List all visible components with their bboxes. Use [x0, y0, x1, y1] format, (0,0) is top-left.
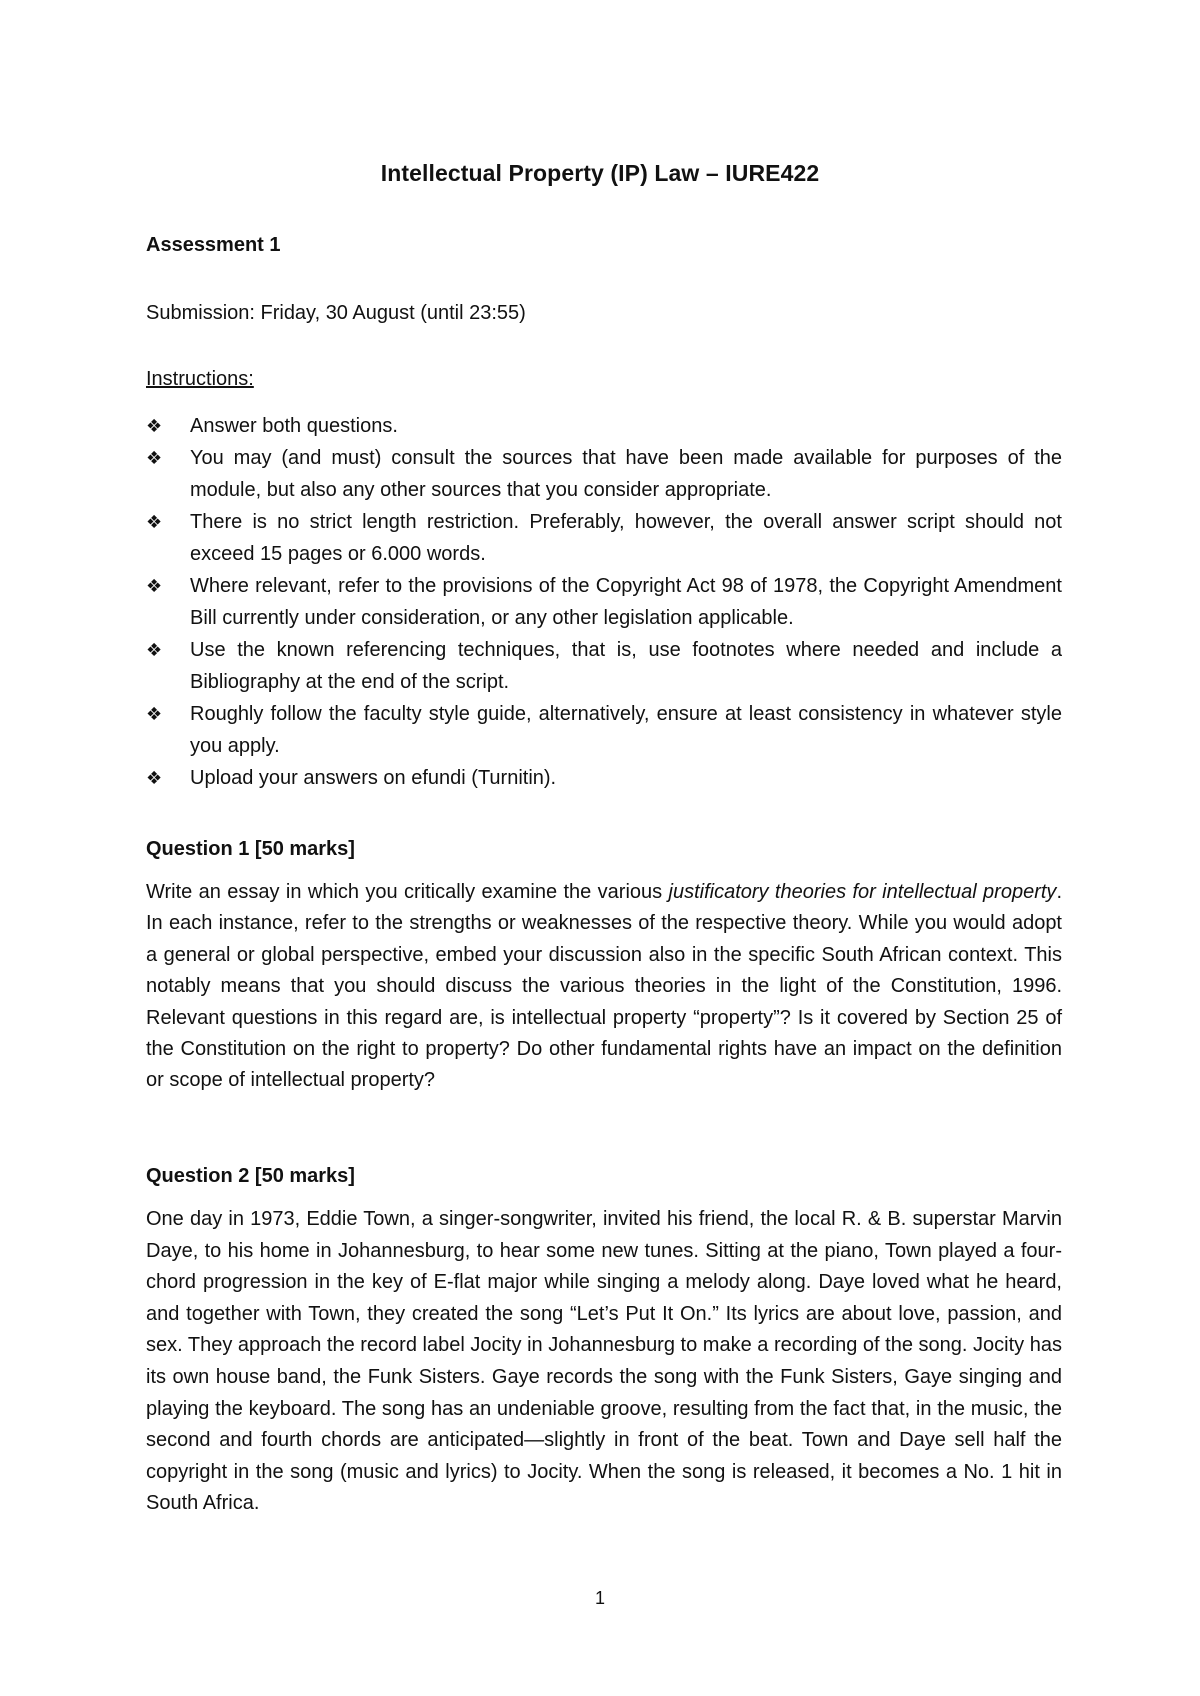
diamond-bullet-icon: ❖	[146, 512, 163, 532]
diamond-bullet-icon: ❖	[146, 704, 163, 724]
diamond-bullet-icon: ❖	[146, 416, 163, 436]
instruction-text: There is no strict length restriction. Preferably, however, the overall answer script should not exceed 15 pages or 6.000 words.	[190, 511, 1062, 565]
instruction-text: Upload your answers on efundi (Turnitin).	[190, 767, 557, 789]
instruction-text: Where relevant, refer to the provisions of the Copyright Act 98 of 1978, the Copyright Amendment Bill currently under consideration, or any other legislation applicable.	[190, 575, 1062, 629]
assessment-heading: Assessment 1	[146, 234, 281, 256]
diamond-bullet-icon: ❖	[146, 640, 163, 660]
submission-deadline: Submission: Friday, 30 August (until 23:55)	[146, 302, 526, 324]
question-1-emphasis: justificatory theories for intellectual property	[668, 881, 1057, 903]
question-2-text: One day in 1973, Eddie Town, a singer-songwriter, invited his friend, the local R. & B. superstar Marvin Daye, to his home in Johannesburg, to hear some new tunes. Sitting at the piano, Town played a four-chord progression in the key of E-flat major while singing a melody along. Daye loved what he heard, and together with Town, they created the song “Let’s Put It On.” Its lyrics are about love, passion, and sex. They approach the record label Jocity in Johannesburg to make a recording of the song. Jocity has its own house band, the Funk Sisters. Gaye records the song with the Funk Sisters, Gaye singing and playing the keyboard. The song has an undeniable groove, resulting from the fact that, in the music, the second and fourth chords are anticipated—slightly in front of the beat. Town and Daye sell half the copyright in the song (music and lyrics) to Jocity. When the song is released, it becomes a No. 1 hit in South Africa.	[146, 1208, 1062, 1515]
instructions-list	[146, 410, 1062, 794]
list-item	[146, 634, 1062, 698]
instruction-text: Use the known referencing techniques, that is, use footnotes where needed and include a Bibliography at the end of the script.	[190, 639, 1062, 693]
instruction-text: Answer both questions.	[190, 415, 398, 437]
question-1-text-start: Write an essay in which you critically examine the various	[146, 881, 669, 903]
list-item	[146, 506, 1062, 570]
list-item	[146, 442, 1062, 506]
diamond-bullet-icon: ❖	[146, 768, 163, 788]
question-1-heading: Question 1 [50 marks]	[146, 838, 355, 860]
list-item	[146, 570, 1062, 634]
instruction-text: Roughly follow the faculty style guide, alternatively, ensure at least consistency in whatever style you apply.	[190, 703, 1062, 757]
question-2-heading: Question 2 [50 marks]	[146, 1165, 355, 1187]
question-1-text-end: . In each instance, refer to the strengths or weaknesses of the respective theory. While you would adopt a general or global perspective, embed your discussion also in the specific South African context. This notably means that you should discuss the various theories in the light of the Constitution, 1996. Relevant questions in this regard are, is intellectual property “property”? Is it covered by Section 25 of the Constitution on the right to property? Do other fundamental rights have an impact on the definition or scope of intellectual property?	[146, 881, 1062, 1092]
question-1-text	[146, 877, 1062, 1097]
list-item	[146, 410, 1062, 442]
page-number: 1	[594, 1588, 605, 1608]
list-item	[146, 762, 1062, 794]
diamond-bullet-icon: ❖	[146, 448, 163, 468]
instruction-text: You may (and must) consult the sources that have been made available for purposes of the module, but also any other sources that you consider appropriate.	[190, 447, 1062, 501]
document-title: Intellectual Property (IP) Law – IURE422	[380, 160, 820, 186]
list-item	[146, 698, 1062, 762]
diamond-bullet-icon: ❖	[146, 576, 163, 596]
instructions-label: Instructions:	[146, 368, 254, 390]
